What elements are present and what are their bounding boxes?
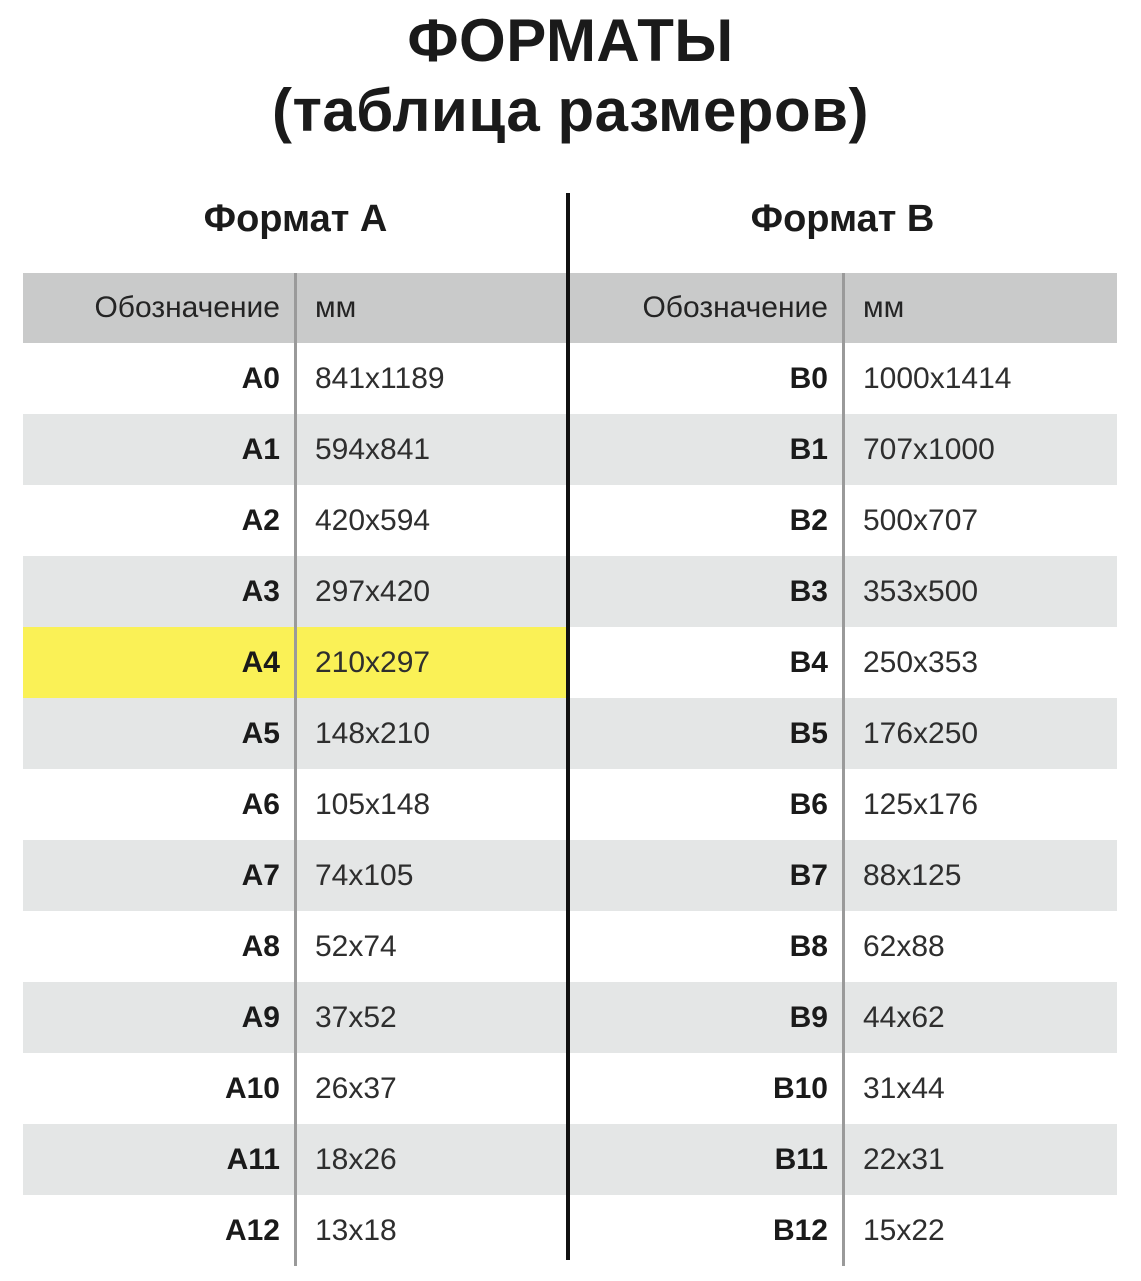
table-row [23,343,568,414]
table-row [23,840,568,911]
size-mm-cell: 353x500 [863,574,979,608]
mm-column-header: мм [315,291,357,324]
size-mm-cell: 250x353 [863,645,979,679]
size-mm-cell: 500x707 [863,503,979,537]
format-designation-cell: B10 [568,1053,845,1124]
table-row [23,1124,568,1195]
mm-column-header: мм [863,291,905,324]
format-designation-cell: A8 [23,911,297,982]
format-designation-cell: A10 [23,1053,297,1124]
size-tables [23,273,1117,1266]
format-designation-cell: A2 [23,485,297,556]
table-row [23,627,568,698]
table-row [568,627,1117,698]
table-row [23,911,568,982]
size-mm-cell: 74x105 [315,858,414,892]
size-mm-cell: 105x148 [315,787,431,821]
size-mm-cell: 841x1189 [315,361,445,395]
table-row [568,343,1117,414]
table-row [568,769,1117,840]
page-title [0,6,1141,146]
format-designation-cell: A11 [23,1124,297,1195]
table-row [568,1124,1117,1195]
table-header-row [568,273,1117,343]
table-row [23,1053,568,1124]
format-designation-cell: A4 [23,627,297,698]
size-mm-cell: 210x297 [315,645,431,679]
format-designation-cell: A7 [23,840,297,911]
size-mm-cell: 13x18 [315,1213,397,1247]
designation-column-header: Обозначение [568,273,845,343]
size-mm-cell: 1000x1414 [863,361,1012,395]
format-designation-cell: B6 [568,769,845,840]
size-mm-cell: 125x176 [863,787,979,821]
format-designation-cell: B8 [568,911,845,982]
size-mm-cell: 707x1000 [863,432,995,466]
table-header-row [23,273,568,343]
format-designation-cell: B9 [568,982,845,1053]
size-mm-cell: 44x62 [863,1000,945,1034]
table-row [568,1195,1117,1266]
table-row [568,556,1117,627]
table-row [568,982,1117,1053]
size-mm-cell: 594x841 [315,432,431,466]
table-row [568,698,1117,769]
format-designation-cell: B3 [568,556,845,627]
format-designation-cell: B7 [568,840,845,911]
size-mm-cell: 15x22 [863,1213,945,1247]
format-b-heading: Формат В [750,198,935,240]
page-title-line2: (таблица размеров) [272,77,869,145]
format-designation-cell: A9 [23,982,297,1053]
format-designation-cell: A12 [23,1195,297,1266]
size-mm-cell: 31x44 [863,1071,945,1105]
format-a-heading: Формат А [203,198,388,240]
format-designation-cell: A0 [23,343,297,414]
table-row [568,840,1117,911]
center-divider-line [566,193,570,1260]
size-mm-cell: 62x88 [863,929,945,963]
format-b-table [568,273,1117,1266]
format-designation-cell: B5 [568,698,845,769]
table-row [23,982,568,1053]
size-mm-cell: 52x74 [315,929,397,963]
format-designation-cell: B4 [568,627,845,698]
table-row [23,414,568,485]
table-row [568,485,1117,556]
table-row [23,698,568,769]
size-mm-cell: 88x125 [863,858,962,892]
table-row [23,1195,568,1266]
format-designation-cell: B2 [568,485,845,556]
format-designation-cell: A3 [23,556,297,627]
size-mm-cell: 297x420 [315,574,431,608]
format-designation-cell: B11 [568,1124,845,1195]
table-row [568,1053,1117,1124]
table-row [568,911,1117,982]
format-designation-cell: B12 [568,1195,845,1266]
designation-column-header: Обозначение [23,273,297,343]
format-designation-cell: A6 [23,769,297,840]
size-mm-cell: 176x250 [863,716,979,750]
size-mm-cell: 18x26 [315,1142,397,1176]
table-row [23,556,568,627]
size-mm-cell: 22x31 [863,1142,945,1176]
format-designation-cell: B0 [568,343,845,414]
table-row [568,414,1117,485]
size-mm-cell: 26x37 [315,1071,397,1105]
size-mm-cell: 148x210 [315,716,431,750]
table-row [23,485,568,556]
size-mm-cell: 37x52 [315,1000,397,1034]
format-designation-cell: A5 [23,698,297,769]
page-title-line1: ФОРМАТЫ [407,7,734,74]
table-row [23,769,568,840]
format-designation-cell: A1 [23,414,297,485]
format-designation-cell: B1 [568,414,845,485]
size-mm-cell: 420x594 [315,503,431,537]
format-a-table [23,273,568,1266]
